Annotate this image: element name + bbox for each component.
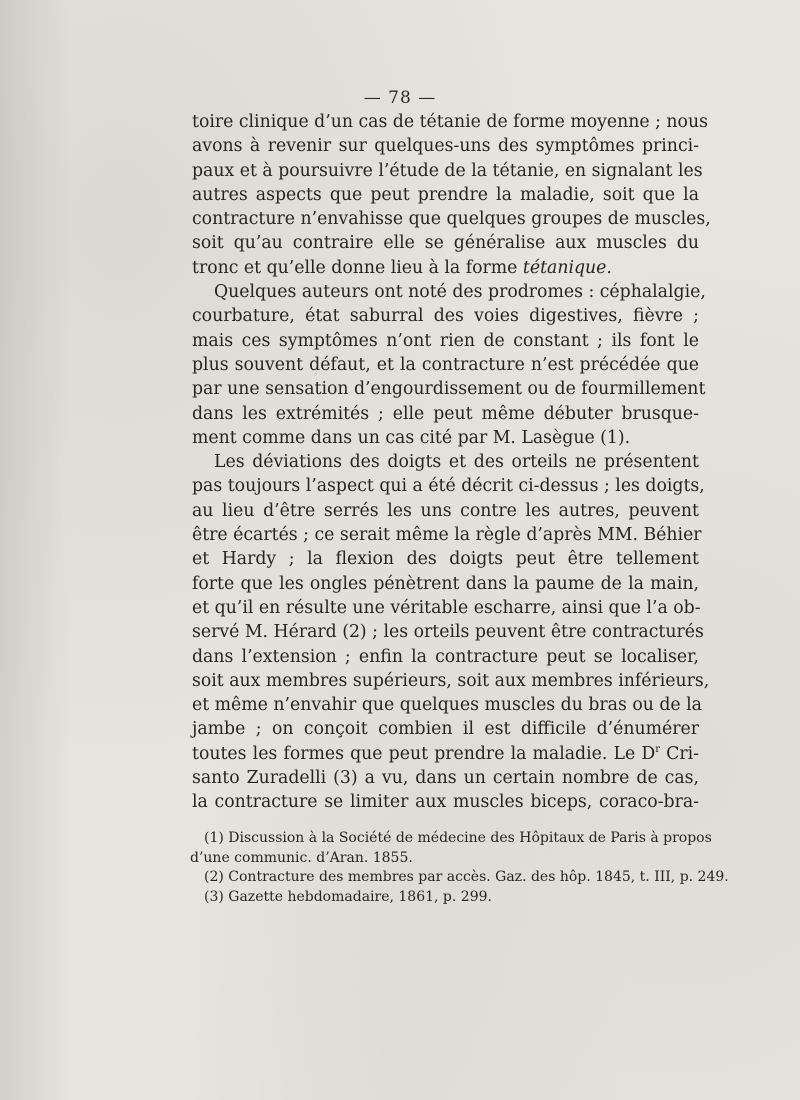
text-line: pas toujours l’aspect qui a été décrit ci-dessus ; les doigts, bbox=[192, 476, 705, 497]
text-line: paux et à poursuivre l’étude de la tétanie, en signalant les bbox=[192, 160, 703, 181]
text-line: soit aux membres supérieurs, soit aux membres inférieurs, bbox=[192, 670, 710, 691]
text-line: toire clinique d’un cas de tétanie de forme moyenne ; nous bbox=[192, 112, 708, 132]
text-line: être écartés ; ce serait même la règle d’après MM. Béhier bbox=[192, 525, 702, 546]
text-line: dans les extrémités ; elle peut même débuter brusque- bbox=[192, 403, 699, 424]
text-line: contracture n’envahisse que quelques groupes de muscles, bbox=[192, 209, 711, 230]
text-line: au lieu d’être serrés les uns contre les autres, peuvent bbox=[192, 500, 699, 521]
footnote-line: (2) Contracture des membres par accès. Gaz. des hôp. 1845, t. III, p. 249. bbox=[204, 869, 729, 885]
text-line: santo Zuradelli (3) a vu, dans un certain nombre de cas, bbox=[192, 768, 699, 789]
text-line bbox=[192, 256, 699, 280]
text-line: Quelques auteurs ont noté des prodromes : céphalalgie, bbox=[214, 282, 706, 303]
text-line bbox=[192, 742, 699, 766]
text-line: avons à revenir sur quelques-uns des symptômes princi- bbox=[192, 136, 699, 157]
text-line: soit qu’au contraire elle se généralise aux muscles du bbox=[192, 233, 699, 254]
text-line: par une sensation d’engourdissement ou de fourmillement bbox=[192, 379, 706, 400]
text-line: et Hardy ; la flexion des doigts peut être tellement bbox=[192, 549, 699, 570]
body-text bbox=[192, 110, 711, 815]
text-line: Les déviations des doigts et des orteils ne présentent bbox=[214, 452, 699, 473]
footnotes bbox=[190, 829, 729, 907]
text-line: autres aspects que peut prendre la maladie, soit que la bbox=[192, 184, 699, 205]
text-line: et même n’envahir que quelques muscles du bras ou de la bbox=[192, 695, 702, 716]
page-edge-shadow bbox=[0, 0, 70, 1100]
text-line: forte que les ongles pénètrent dans la paume de la main, bbox=[192, 573, 699, 594]
text-segment: toutes les formes que peut prendre la maladie. Le D bbox=[192, 743, 656, 764]
text-line: ment comme dans un cas cité par M. Lasègue (1). bbox=[192, 427, 631, 448]
text-line: plus souvent défaut, et la contracture n’est précédée que bbox=[192, 354, 699, 375]
text-line: et qu’il en résulte une véritable escharre, ainsi que l’a ob- bbox=[192, 597, 701, 618]
footnote-line: d’une communic. d’Aran. 1855. bbox=[190, 849, 413, 866]
text-segment: tronc et qu’elle donne lieu à la forme bbox=[192, 257, 523, 278]
text-line: servé M. Hérard (2) ; les orteils peuvent être contracturés bbox=[192, 622, 704, 643]
text-line: mais ces symptômes n’ont rien de constant ; ils font le bbox=[192, 330, 699, 351]
superscript: r bbox=[655, 743, 660, 755]
page-number: — 78 — bbox=[363, 88, 437, 108]
text-line: jambe ; on conçoit combien il est difficile d’énumérer bbox=[192, 719, 699, 740]
footnote-line: (3) Gazette hebdomadaire, 1861, p. 299. bbox=[204, 888, 492, 905]
italic-term: tétanique. bbox=[522, 257, 612, 278]
text-line: dans l’extension ; enfin la contracture peut se localiser, bbox=[192, 646, 699, 667]
text-line: la contracture se limiter aux muscles biceps, coraco-bra- bbox=[192, 792, 699, 813]
text-segment: Cri- bbox=[660, 743, 699, 764]
footnote-line: (1) Discussion à la Société de médecine des Hôpitaux de Paris à propos bbox=[204, 830, 712, 846]
text-line: courbature, état saburral des voies digestives, fièvre ; bbox=[192, 306, 699, 327]
